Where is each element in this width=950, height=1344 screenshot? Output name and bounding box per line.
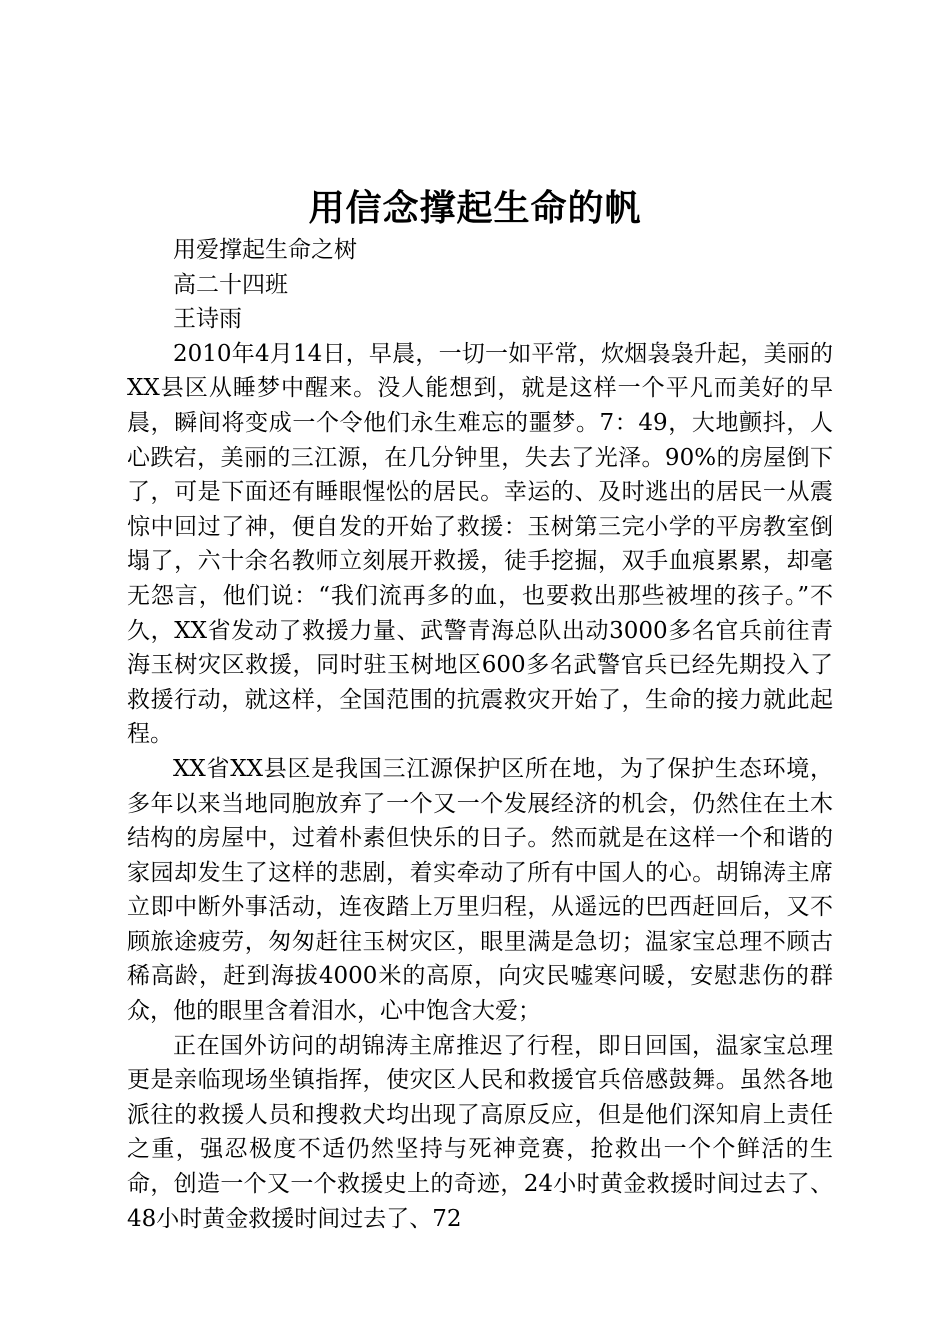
body-paragraph: 正在国外访问的胡锦涛主席推迟了行程，即日回国，温家宝总理更是亲临现场坐镇指挥，使灾区人民和救援官兵倍感鼓舞。虽然各地派往的救援人员和搜救犬均出现了高原反应，但是他们深知肩上责任之重，强忍极度不适仍然坚持与死神竞赛，抢救出一个个鲜活的生命，创造一个又一个救援史上的奇迹，24小时黄金救援时间过去了、48小时黄金救援时间过去了、72 xyxy=(127,1032,833,1232)
document-title: 用信念撑起生命的帆 xyxy=(308,187,642,229)
document-body xyxy=(127,233,833,1236)
body-paragraph: 2010年4月14日，早晨，一切一如平常，炊烟袅袅升起，美丽的XX县区从睡梦中醒来。没人能想到，就是这样一个平凡而美好的早晨，瞬间将变成一个令他们永生难忘的噩梦。7：49，大地颤抖，人心跌宕，美丽的三江源，在几分钟里，失去了光泽。90%的房屋倒下了，可是下面还有睡眼惺忪的居民。幸运的、及时逃出的居民一从震惊中回过了神，便自发的开始了救援：玉树第三完小学的平房教室倒塌了，六十余名教师立刻展开救援，徒手挖掘，双手血痕累累，却毫无怨言，他们说：“我们流再多的血，也要救出那些被埋的孩子。”不久，XX省发动了救援力量、武警青海总队出动3000多名官兵前往青海玉树灾区救援，同时驻玉树地区600多名武警官兵已经先期投入了救援行动，就这样，全国范围的抗震救灾开始了，生命的接力就此起程。 xyxy=(127,340,833,748)
author-line: 王诗雨 xyxy=(173,306,242,333)
class-line: 高二十四班 xyxy=(173,271,288,298)
subtitle-line: 用爱撑起生命之树 xyxy=(173,237,357,263)
body-paragraph: XX省XX县区是我国三江源保护区所在地，为了保护生态环境，多年以来当地同胞放弃了一个又一个发展经济的机会，仍然住在土木结构的房屋中，过着朴素但快乐的日子。然而就是在这样一个和谐的家园却发生了这样的悲剧，着实牵动了所有中国人的心。胡锦涛主席立即中断外事活动，连夜踏上万里归程，从遥远的巴西赶回后，又不顾旅途疲劳，匆匆赶往玉树灾区，眼里满是急切；温家宝总理不顾古稀高龄，赶到海拔4000米的高原，向灾民嘘寒问暖，安慰悲伤的群众，他的眼里含着泪水，心中饱含大爱； xyxy=(127,755,833,1025)
